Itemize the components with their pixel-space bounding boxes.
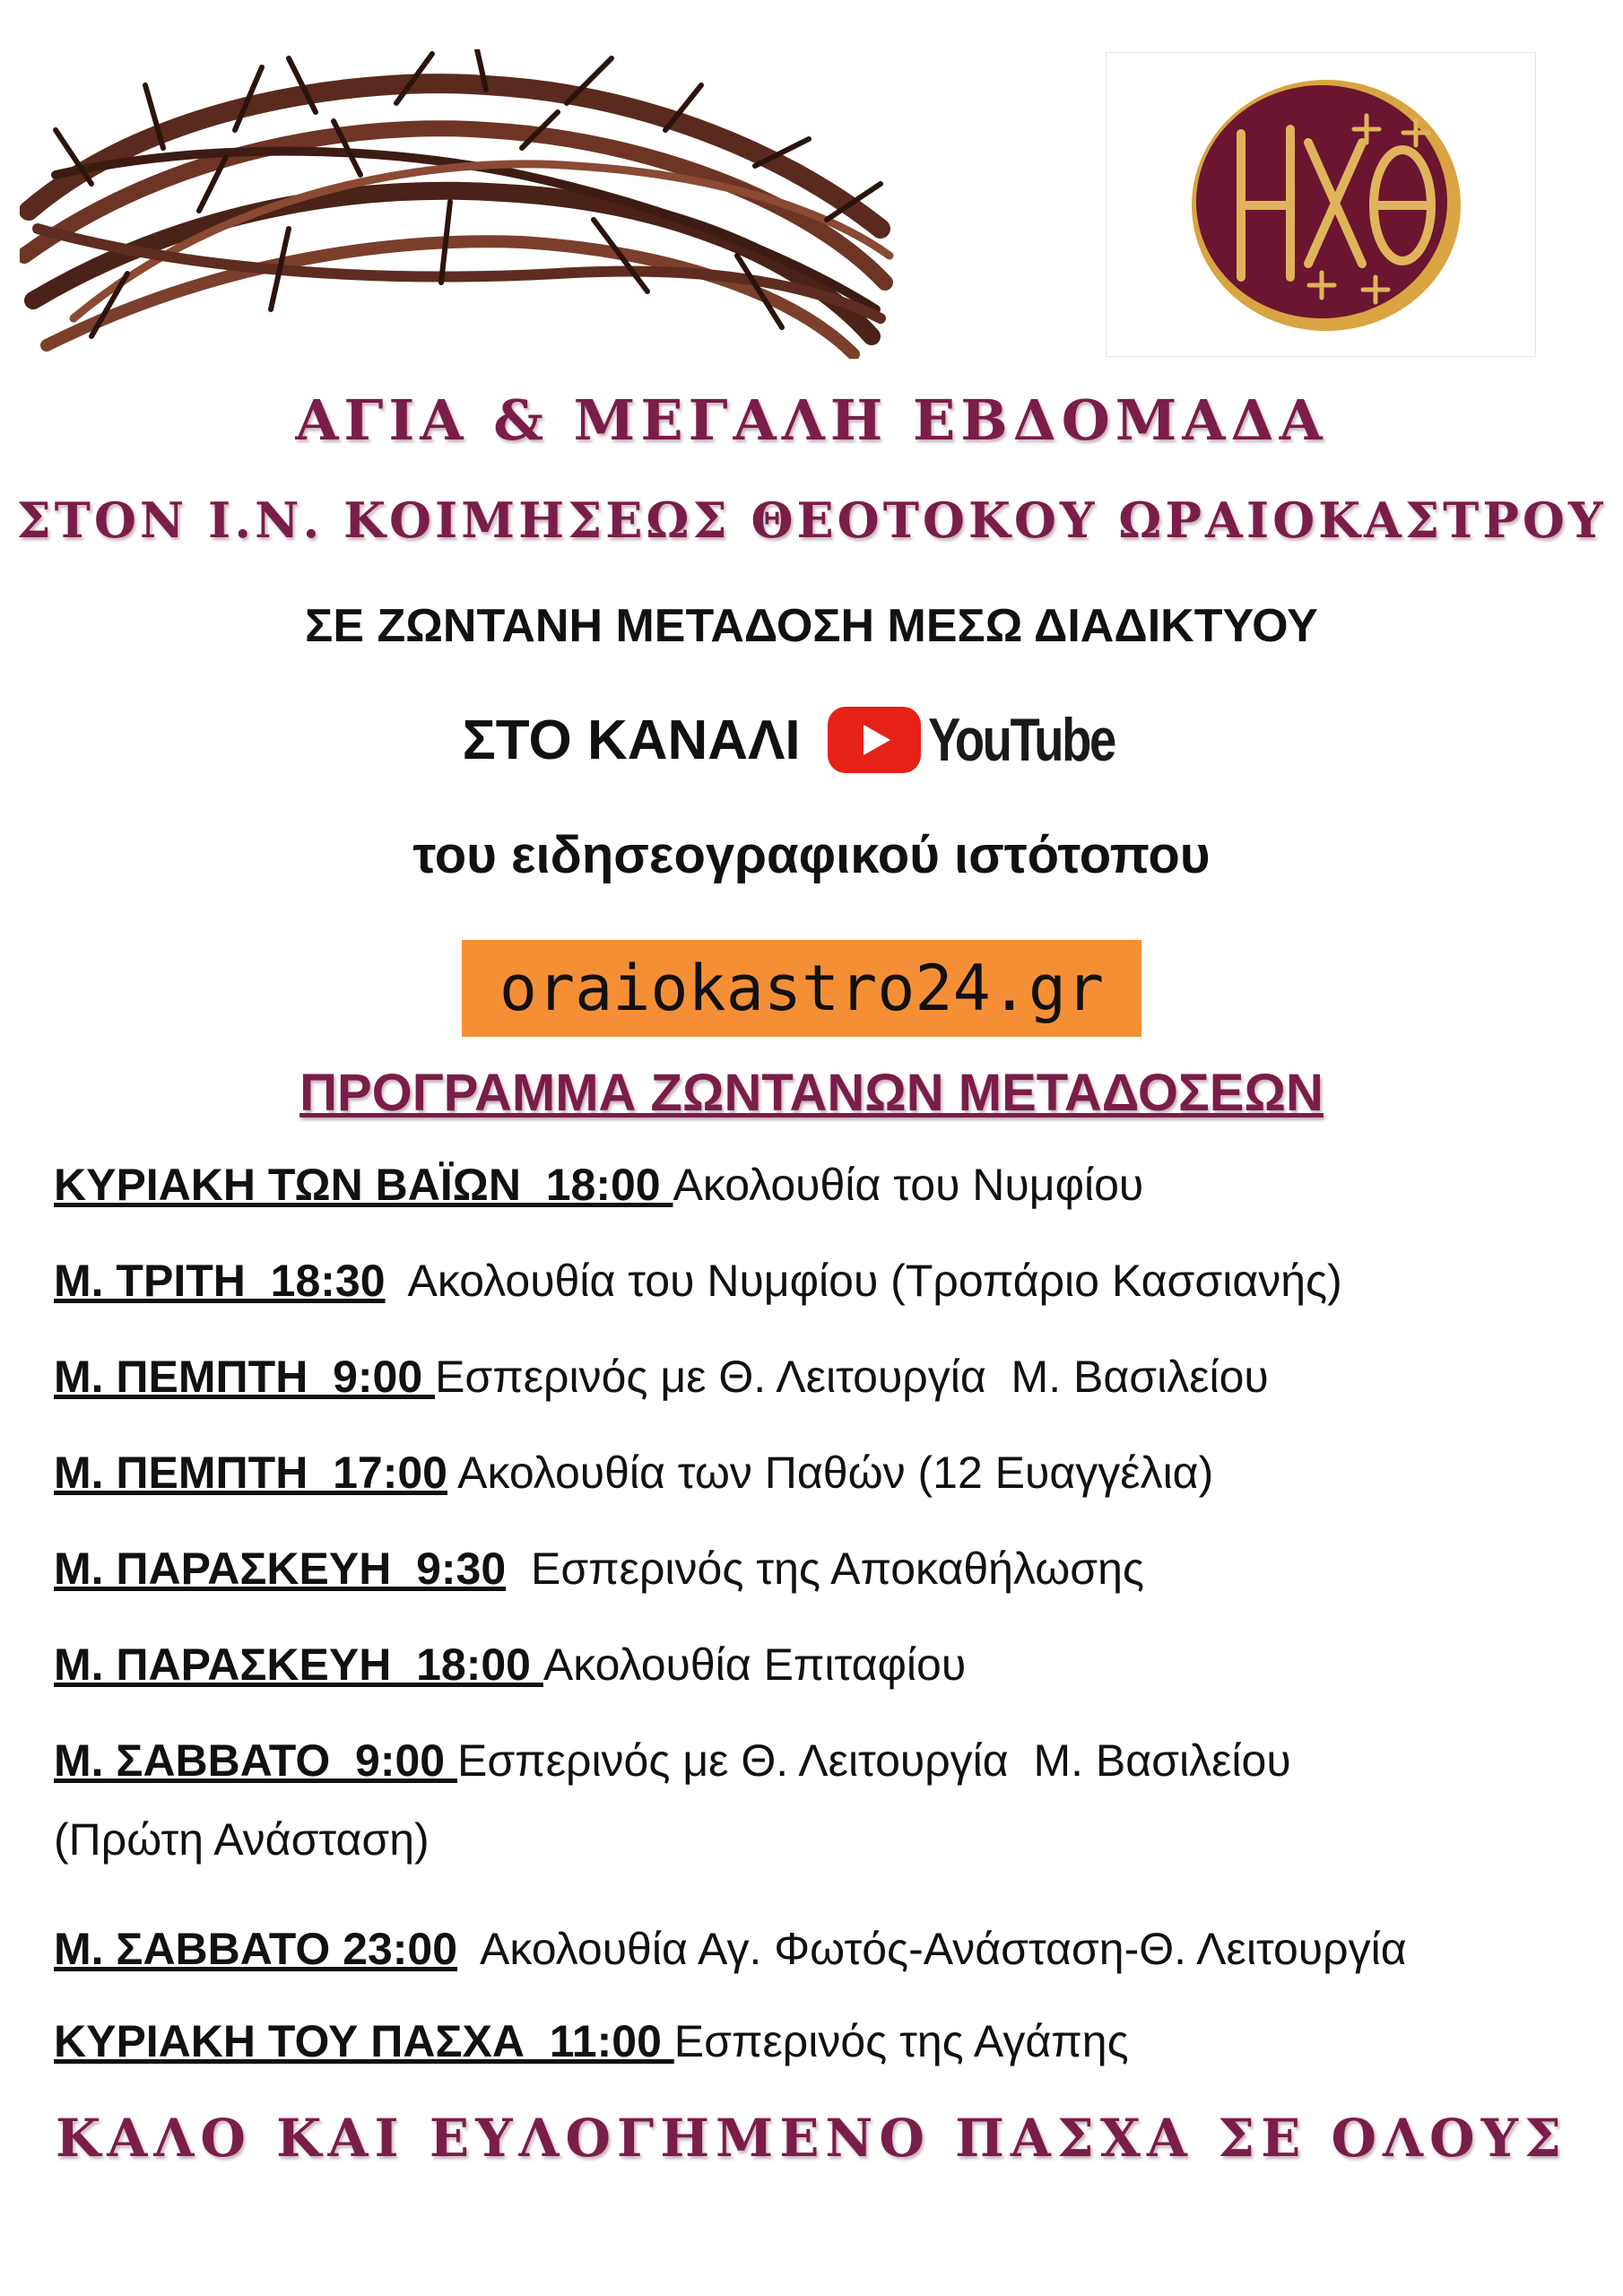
- schedule-entry: [54, 1157, 1143, 1213]
- youtube-play-icon: [828, 707, 921, 773]
- crown-of-thorns-image: [20, 49, 894, 359]
- schedule-entry: [54, 1445, 1213, 1500]
- entry-day-time: ΚΥΡΙΑΚΗ ΤΟΥ ΠΑΣΧΑ 11:00: [54, 2016, 674, 2066]
- entry-day-time: ΚΥΡΙΑΚΗ ΤΩΝ ΒΑΪΩΝ 18:00: [54, 1160, 673, 1210]
- church-logo: [1106, 52, 1536, 357]
- entry-service: Εσπερινός της Αποκαθήλωσης: [506, 1544, 1145, 1594]
- entry-service: Ακολουθία των Παθών (12 Ευαγγέλια): [447, 1448, 1214, 1498]
- entry-day-time: Μ. ΠΑΡΑΣΚΕΥΗ 9:30: [54, 1544, 507, 1594]
- title-holy-week: ΑΓΙΑ & ΜΕΓΑΛΗ ΕΒΔΟΜΑΔΑ: [295, 387, 1328, 453]
- news-site-text: του ειδησεογραφικού ιστότοπου: [412, 826, 1211, 884]
- youtube-wordmark: YouTube: [927, 706, 1115, 774]
- entry-service: Ακολουθία του Νυμφίου: [673, 1160, 1144, 1210]
- program-title: ΠΡΟΓΡΑΜΜΑ ΖΩΝΤΑΝΩΝ ΜΕΤΑΔΟΣΕΩΝ: [299, 1064, 1324, 1122]
- closing-greeting: ΚΑΛΟ ΚΑΙ ΕΥΛΟΓΗΜΕΝΟ ΠΑΣΧΑ ΣΕ ΟΛΟΥΣ: [56, 2108, 1567, 2169]
- schedule-entry: [54, 1921, 1407, 1977]
- entry-service: Ακολουθία Επιταφίου: [542, 1639, 967, 1690]
- ix-monogram-logo-icon: [1107, 53, 1535, 356]
- entry-service: Ακολουθία Αγ. Φωτός-Ανάσταση-Θ. Λειτουργία: [457, 1924, 1407, 1974]
- entry-service: Εσπερινός με Θ. Λειτουργία Μ. Βασιλείου: [457, 1735, 1291, 1786]
- entry-day-time: Μ. ΠΑΡΑΣΚΕΥΗ 18:00: [54, 1639, 543, 1690]
- youtube-logo: [828, 705, 1161, 775]
- entry-service: Εσπερινός της Αγάπης: [673, 2016, 1129, 2066]
- entry-day-time: Μ. ΣΑΒΒΑΤΟ 9:00: [54, 1735, 457, 1786]
- schedule-entry: [54, 1541, 1144, 1596]
- entry-service: Εσπερινός με Θ. Λειτουργία Μ. Βασιλείου: [435, 1352, 1269, 1402]
- entry-service-note: (Πρώτη Ανάσταση): [54, 1814, 430, 1865]
- title-church-name: ΣΤΟΝ Ι.Ν. ΚΟΙΜΗΣΕΩΣ ΘΕΟΤΟΚΟΥ ΩΡΑΙΟΚΑΣΤΡΟΥ: [16, 491, 1607, 549]
- schedule-entry: [54, 1637, 966, 1692]
- schedule-entry: [54, 2013, 1129, 2069]
- entry-day-time: Μ. ΣΑΒΒΑΤΟ 23:00: [54, 1924, 458, 1974]
- schedule-entry: [54, 1349, 1269, 1405]
- entry-service: Ακολουθία του Νυμφίου (Τροπάριο Κασσιανής): [385, 1256, 1342, 1306]
- site-name-badge: oraiokastro24.gr: [462, 940, 1141, 1037]
- entry-day-time: Μ. ΠΕΜΠΤΗ 9:00: [54, 1352, 436, 1402]
- schedule-entry: [54, 1253, 1342, 1309]
- entry-day-time: Μ. ΤΡΙΤΗ 18:30: [54, 1256, 386, 1306]
- channel-row: [0, 700, 1623, 780]
- channel-label: ΣΤΟ ΚΑΝΑΛΙ: [462, 709, 801, 771]
- entry-day-time: Μ. ΠΕΜΠΤΗ 17:00: [54, 1448, 447, 1498]
- schedule-entry: [54, 1733, 1291, 1867]
- live-broadcast-text: ΣΕ ΖΩΝΤΑΝΗ ΜΕΤΑΔΟΣΗ ΜΕΣΩ ΔΙΑΔΙΚΤΥΟΥ: [305, 600, 1318, 652]
